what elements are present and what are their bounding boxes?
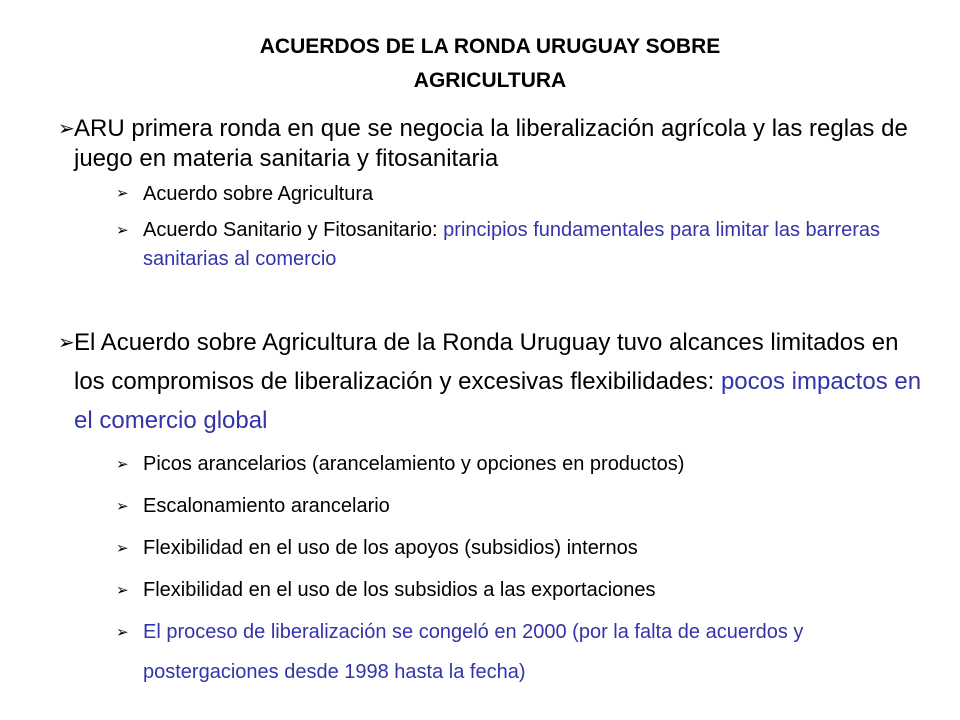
title-line-1: ACUERDOS DE LA RONDA URUGUAY SOBRE	[259, 35, 721, 58]
ronda-highlight: pocos impactos en el comercio global	[74, 368, 922, 434]
sub-bullet-escalonamiento	[116, 486, 923, 526]
sub-bullet-proceso-text: El proceso de liberalización se congeló en 2000 (por la falta de acuerdos y postergaciones desde 1998 hasta la fecha)	[143, 621, 804, 683]
bullet-aru-first-round	[58, 114, 934, 174]
arrow-bullet-icon: ➢	[116, 624, 129, 641]
sanitario-highlight: principios fundamentales para limitar las barreras sanitarias al comercio	[143, 219, 881, 270]
sub-bullet-proceso-congelado	[116, 612, 923, 692]
arrow-bullet-icon: ➢	[116, 582, 129, 599]
sub-bullet-acuerdo-sanitario	[116, 216, 923, 274]
arrow-bullet-icon: ➢	[116, 185, 129, 202]
sub-bullet-escalonamiento-text: Escalonamiento arancelario	[143, 495, 390, 517]
bullet-ronda-text	[74, 323, 934, 440]
ronda-prefix: El Acuerdo sobre Agricultura de la Ronda Uruguay tuvo alcances limitados en los compromisos de liberalización y excesivas flexibilidades:	[74, 329, 899, 395]
sub-bullet-picos-text: Picos arancelarios (arancelamiento y opciones en productos)	[143, 453, 685, 475]
bullet-ronda-uruguay	[58, 323, 934, 440]
sub-bullet-flexibilidad-subsidios	[116, 570, 923, 610]
sub-bullet-flexibilidad-apoyos	[116, 528, 923, 568]
arrow-bullet-icon: ➢	[116, 498, 129, 515]
sanitario-prefix: Acuerdo Sanitario y Fitosanitario:	[143, 219, 444, 241]
sub-bullet-acuerdo-agricultura	[116, 181, 923, 207]
sub-bullet-flex-subsidios-text: Flexibilidad en el uso de los subsidios a las exportaciones	[143, 579, 656, 601]
bullet-aru-text: ARU primera ronda en que se negocia la liberalización agrícola y las reglas de juego en materia sanitaria y fitosanitaria	[74, 115, 908, 172]
arrow-bullet-icon: ➢	[116, 456, 129, 473]
sub-bullet-flex-apoyos-text: Flexibilidad en el uso de los apoyos (subsidios) internos	[143, 537, 638, 559]
arrow-bullet-icon: ➢	[58, 332, 75, 354]
sub-bullet-picos-arancelarios	[116, 444, 923, 484]
arrow-bullet-icon: ➢	[116, 540, 129, 557]
sub-bullet-sanitario-text	[143, 216, 923, 274]
arrow-bullet-icon: ➢	[116, 222, 129, 239]
arrow-bullet-icon: ➢	[58, 118, 75, 140]
slide-title	[0, 30, 960, 98]
sub-bullet-agricultura-text: Acuerdo sobre Agricultura	[143, 183, 374, 205]
title-line-2: AGRICULTURA	[413, 69, 567, 92]
